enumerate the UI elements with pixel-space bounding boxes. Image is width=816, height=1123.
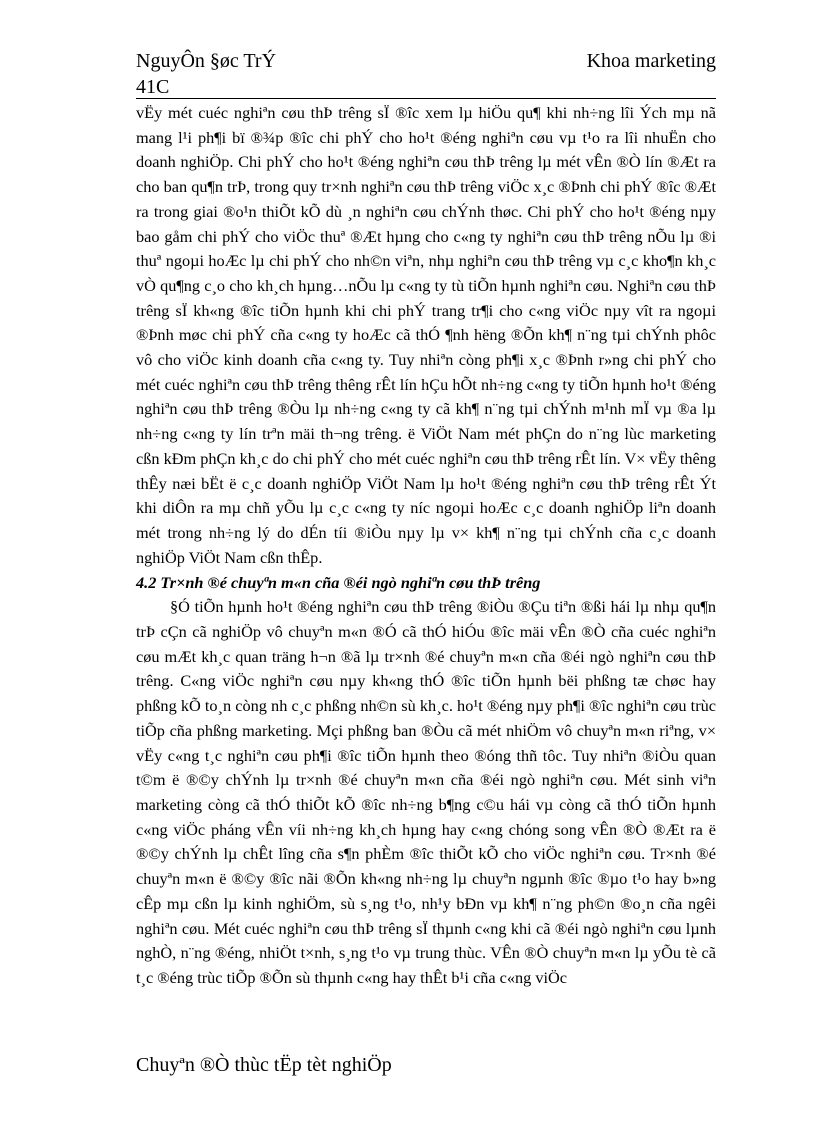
section-heading: 4.2 Tr×nh ®é chuyªn m«n cña ®éi ngò nghiªn cøu thÞ trêng (136, 573, 541, 593)
author-block (136, 48, 276, 100)
author-name: NguyÔn §øc TrÝ (136, 50, 277, 72)
author-class: 41C (136, 76, 170, 98)
page-footer: Chuyªn ®Ò thùc tËp tèt nghiÖp (136, 1054, 392, 1076)
header-divider (136, 98, 716, 99)
body-paragraph-cost: vËy mét cuéc nghiªn cøu thÞ trêng sÏ ®îc xem lµ hiÖu qu¶ khi nh÷ng lîi Ých mµ nã mang l¹i ph¶i bï ®¾p ®îc chi phÝ cho ho¹t ®éng nghiªn cøu vµ t¹o ra lîi nhuËn cho doanh nghiÖp. Chi phÝ cho ho¹t ®éng nghiªn cøu thÞ trêng lµ mét vÊn ®Ò lín ®Æt ra cho ban qu¶n trÞ, trong quy tr×nh nghiªn cøu thÞ trêng viÖc x¸c ®Þnh chi phÝ ®îc ®Æt ra trong giai ®o¹n thiÕt kÕ dù ¸n nghiªn cøu chÝnh thøc. Chi phÝ cho ho¹t ®éng nµy bao gåm chi phÝ cho viÖc thuª ®Æt hµng cho c«ng ty nghiªn cøu thÞ trêng nÕu lµ ®i thuª ngoµi hoÆc lµ chi phÝ cho nh©n viªn, nhµ nghiªn cøu thÞ trêng vµ c¸c kho¶n kh¸c vÒ qu¶ng c¸o cho kh¸ch hµng…nÕu lµ c«ng ty tù tiÕn hµnh nghiªn cøu. Nghiªn cøu thÞ trêng sÏ kh«ng ®îc tiÕn hµnh khi chi phÝ trang tr¶i cho c«ng viÖc nµy vît ra ngoµi ®Þnh møc chi phÝ cña c«ng ty hoÆc cã thÓ ¶nh hëng ®Õn kh¶ n¨ng tµi chÝnh phôc vô cho viÖc kinh doanh cña c«ng ty. Tuy nhiªn còng ph¶i x¸c ®Þnh r»ng chi phÝ cho mét cuéc nghiªn cøu thÞ trêng thêng rÊt lín hÇu hÕt nh÷ng c«ng ty tiÕn hµnh ho¹t ®éng nghiªn cøu thÞ trêng ®Òu lµ nh÷ng c«ng ty cã kh¶ n¨ng tµi chÝnh m¹nh mÏ vµ ®a lµ nh÷ng c«ng ty lín trªn mäi th¬ng trêng. ë ViÖt Nam mét phÇn do n¨ng lùc marketing cßn kÐm phÇn kh¸c do chi phÝ cho mét cuéc nghiªn cøu thÞ trêng rÊt lín. V× vËy thêng thÊy næi bËt ë c¸c doanh nghiÖp ViÖt Nam lµ ho¹t ®éng nghiªn cøu thÞ trêng rÊt Ýt khi diÔn ra mµ chñ yÕu lµ c¸c c«ng ty níc ngoµi hoÆc c¸c doanh nghiÖp liªn doanh mét trong nh÷ng lý do dÉn tíi ®iÒu nµy lµ v× kh¶ n¨ng tµi chÝnh cña c¸c doanh nghiÖp ViÖt Nam cßn thÊp. (136, 103, 716, 567)
page-header (136, 48, 716, 100)
body-paragraph-expertise: §Ó tiÕn hµnh ho¹t ®éng nghiªn cøu thÞ trêng ®iÒu ®Çu tiªn ®ßi hái lµ nhµ qu¶n trÞ cÇn cã nghiÖp vô chuyªn m«n ®Ó cã thÓ hiÓu ®îc mäi vÊn ®Ò cña cuéc nghiªn cøu mÆt kh¸c quan träng h¬n ®ã lµ tr×nh ®é chuyªn m«n cña ®éi ngò nghiªn cøu thÞ trêng. C«ng viÖc nghiªn cøu nµy kh«ng thÓ ®îc tiÕn hµnh bëi phßng tæ chøc hay phßng kÕ to¸n còng nh c¸c phßng nh©n sù kh¸c. ho¹t ®éng nµy ph¶i ®îc nghiªn cøu trùc tiÕp cña phßng marketing. Mçi phßng ban ®Òu cã mét nhiÖm vô chuyªn m«n riªng, v× vËy c«ng t¸c nghiªn cøu ph¶i ®îc tiÕn hµnh theo ®óng thñ tôc. Tuy nhiªn ®iÒu quan t©m ë ®©y chÝnh lµ tr×nh ®é chuyªn m«n cña ®éi ngò nghiªn cøu. Mét sinh viªn marketing còng cã thÓ thiÕt kÕ ®îc nh÷ng b¶ng c©u hái vµ còng cã thÓ tiÕn hµnh c«ng viÖc pháng vÊn víi nh÷ng kh¸ch hµng hay c«ng chóng song vÊn ®Ò ®Æt ra ë ®©y chÝnh lµ chÊt lîng cña s¶n phÈm ®îc thiÕt kÕ cho viÖc nghiªn cøu. Tr×nh ®é chuyªn m«n ë ®©y ®îc nãi ®Õn kh«ng nh÷ng lµ chuyªn ngµnh ®îc ®µo t¹o hay b»ng cÊp mµ cßn lµ kinh nghiÖm, sù s¸ng t¹o, nh¹y bÐn vµ kh¶ n¨ng ph©n ®o¸n cña ngêi nghiªn cøu. Mét cuéc nghiªn cøu thÞ trêng sÏ thµnh c«ng khi cã ®éi ngò nghiªn cøu lµnh nghÒ, n¨ng ®éng, nhiÖt t×nh, s¸ng t¹o vµ trung thùc. VÊn ®Ò chuyªn m«n lµ yÕu tè cã t¸c ®éng trùc tiÕp ®Õn sù thµnh c«ng hay thÊt b¹i cña c«ng viÖc (136, 597, 716, 987)
department-name: Khoa marketing (586, 50, 716, 72)
page-body (136, 101, 716, 991)
